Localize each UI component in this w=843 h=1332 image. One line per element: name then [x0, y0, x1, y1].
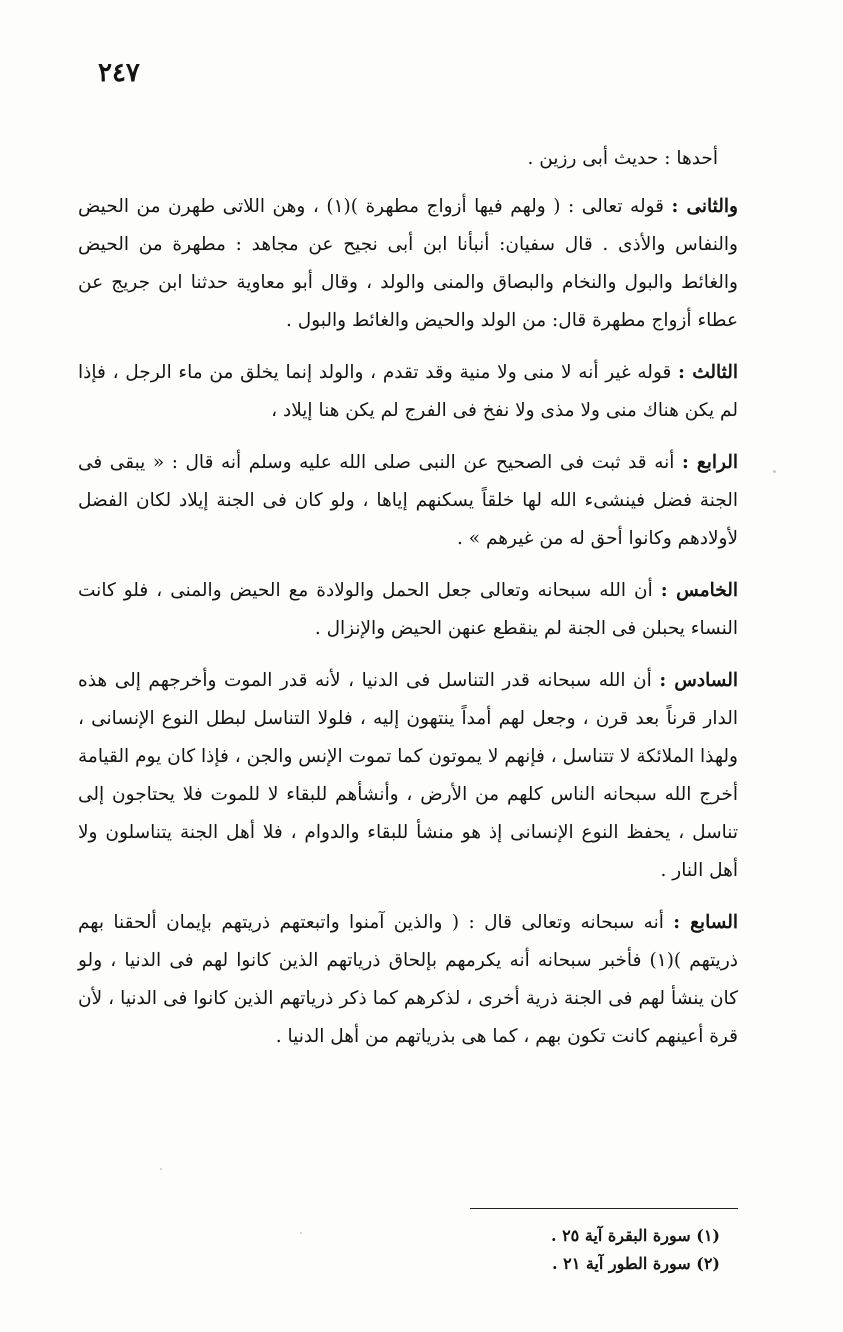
- paragraph-second: [78, 188, 738, 340]
- paragraph-seventh: [78, 904, 738, 1056]
- paragraph-text: قوله تعالى : ( ولهم فيها أزواج مطهرة )(١) ، وهن اللاتى طهرن من الحيض والنفاس والأذى . قال سفيان: أنبأنا ابن أبى نجيح عن مجاهد : مطهرة من الحيض والغائط والبول والنخام والبصاق والمنى والولد ، وقال أبو معاوية حدثنا ابن جريج عن عطاء أزواج مطهرة قال: من الولد والحيض والغائط والبول .: [78, 196, 738, 331]
- paragraph-lead: السابع :: [673, 912, 738, 933]
- paragraph-text: قوله غير أنه لا منى ولا منية وقد تقدم ، والولد إنما يخلق من ماء الرجل ، فإذا لم يكن هناك منى ولا مذى ولا نفخ فى الفرج لم يكن هنا إيلاد ،: [78, 362, 738, 421]
- scan-speck: [773, 470, 776, 473]
- paragraph-third: [78, 354, 738, 430]
- paragraph-text: أنه قد ثبت فى الصحيح عن النبى صلى الله عليه وسلم أنه قال : « يبقى فى الجنة فضل فينشىء الله لها خلقاً يسكنهم إياها ، ولو كان فى الجنة إيلاد لكان الفضل لأولادهم وكانوا أحق له من غيرهم » .: [78, 452, 738, 549]
- footnote-item: (٢) سورة الطور آية ٢١ .: [551, 1254, 720, 1273]
- paragraph-lead: السادس :: [659, 670, 738, 691]
- paragraph-first: [78, 140, 738, 178]
- paragraph-fifth: [78, 572, 738, 648]
- paragraph-lead: والثانى :: [671, 196, 738, 217]
- footnotes: [420, 1222, 720, 1278]
- page-body: [78, 140, 738, 1070]
- paragraph-sixth: [78, 662, 738, 890]
- scan-speck: [160, 1168, 162, 1170]
- paragraph-text: أنه سبحانه وتعالى قال : ( والذين آمنوا واتبعتهم ذريتهم بإيمان ألحقنا بهم ذريتهم )(١) فأخبر سبحانه أنه يكرمهم بإلحاق ذرياتهم الذين كانوا لهم فى الدنيا ، ولو كان ينشأ لهم فى الجنة ذرية أخرى ، لذكرهم كما ذكر ذرياتهم الذين كانوا فى الدنيا ، لأن قرة أعينهم كانت تكون بهم ، كما هى بذرياتهم من أهل الدنيا .: [78, 912, 739, 1047]
- paragraph-text: أن الله سبحانه وتعالى جعل الحمل والولادة مع الحيض والمنى ، فلو كانت النساء يحبلن فى الجنة لم ينقطع عنهن الحيض والإنزال .: [78, 580, 738, 639]
- footnote-divider: [470, 1208, 738, 1209]
- paragraph-text: أن الله سبحانه قدر التناسل فى الدنيا ، لأنه قدر الموت وأخرجهم إلى هذه الدار قرناً بعد قرن ، وجعل لهم أمداً ينتهون إليه ، فلولا التناسل لبطل النوع الإنسانى ، ولهذا الملائكة لا تتناسل ، فإنهم لا يموتون كما تموت الإنس والجن ، فإذا كان يوم القيامة أخرج الله سبحانه الناس كلهم من الأرض ، وأنشأهم للبقاء لا للموت فلا يحتاجون إلى تناسل ، يحفظ النوع الإنسانى إذ هو منشأ للبقاء والدوام ، فلا أهل الجنة يتناسلون ولا أهل النار .: [78, 670, 738, 881]
- paragraph-lead: الخامس :: [660, 580, 738, 601]
- paragraph-lead: الرابع :: [681, 452, 739, 473]
- page-number: ٢٤٧: [98, 58, 140, 88]
- paragraph-text: أحدها : حديث أبى رزين .: [527, 148, 718, 169]
- scan-speck: [300, 1232, 302, 1234]
- paragraph-fourth: [78, 444, 738, 558]
- footnote-item: (١) سورة البقرة آية ٢٥ .: [550, 1226, 720, 1245]
- paragraph-lead: الثالث :: [678, 362, 739, 383]
